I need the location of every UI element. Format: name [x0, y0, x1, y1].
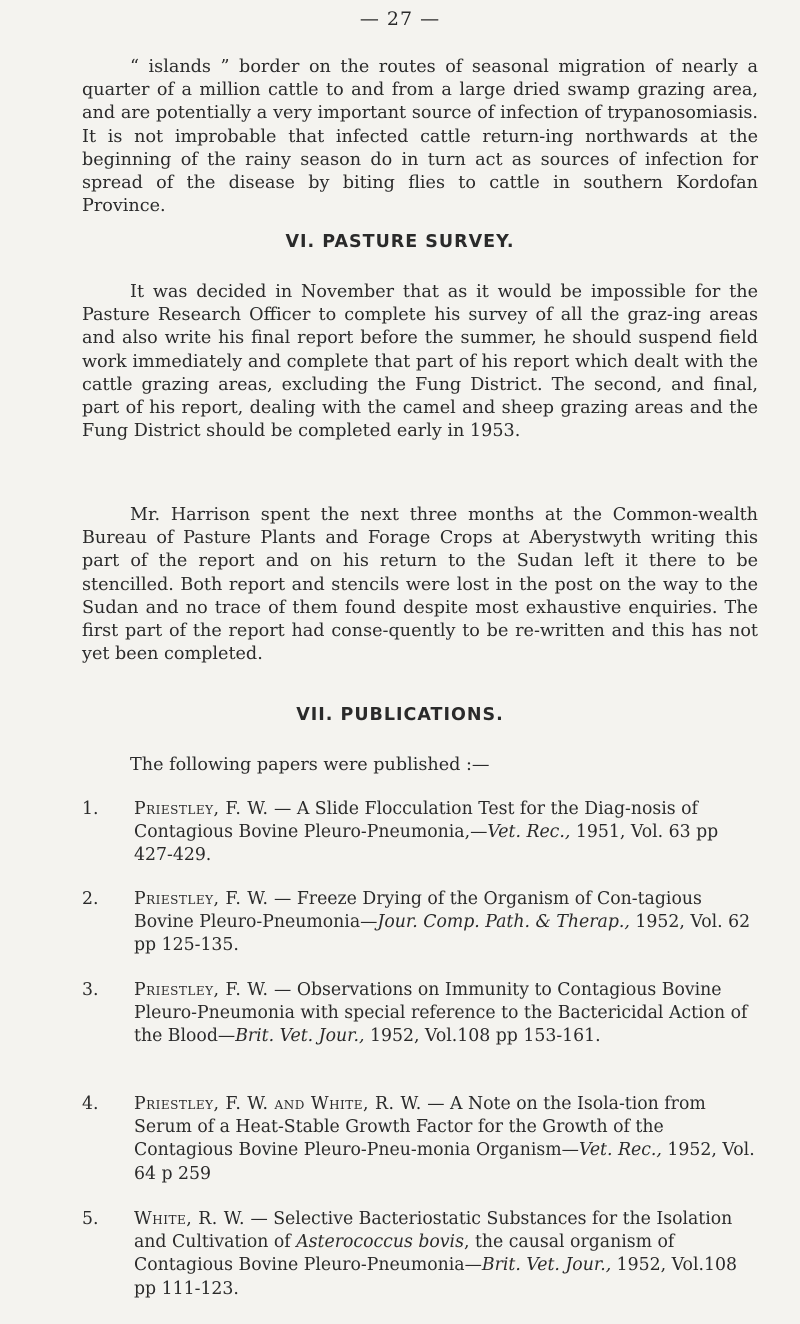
reference-journal: Brit. Vet. Jour., — [235, 1026, 365, 1047]
paragraph-harrison: Mr. Harrison spent the next three months at the Common-wealth Bureau of Pasture Plants and Forage Crops at Aberystwyth writing this part of the report and on his return to the Sudan left it there to be stencilled. Both report and stencils were lost in the post on the way to the Sudan and no trace of them found despite most exhaustive enquiries. The first part of the report had conse-quently to be re-written and this has not yet been completed. — [82, 505, 758, 665]
reference-author: Priestley, F. W. — [134, 980, 269, 1000]
reference-title-cont: , the causal organism of Contagious Bovine Pleuro-Pneumonia— — [134, 1232, 675, 1276]
publications-intro: The following papers were published :— — [130, 755, 490, 775]
reference-item — [82, 888, 758, 958]
reference-author: White, R. W. — [134, 1209, 245, 1229]
reference-item — [82, 798, 758, 868]
reference-item — [82, 1208, 758, 1301]
reference-author: Priestley, F. W. — [134, 889, 269, 909]
reference-title: — A Slide Flocculation Test for the Diag-nosis of Contagious Bovine Pleuro-Pneumonia,— — [134, 799, 698, 843]
reference-body — [134, 888, 758, 958]
reference-title: — Freeze Drying of the Organism of Con-tagious Bovine Pleuro-Pneumonia— — [134, 889, 702, 933]
reference-details: 1952, Vol.108 pp 111-123. — [134, 1255, 737, 1299]
reference-title: — Observations on Immunity to Contagious Bovine Pleuro-Pneumonia with special reference to the Bactericidal Action of the Blood— — [134, 980, 748, 1047]
reference-details: 1952, Vol. 64 p 259 — [134, 1140, 755, 1184]
reference-number: 1. — [82, 799, 99, 819]
reference-item — [82, 1093, 758, 1186]
reference-author: Priestley, F. W. — [134, 799, 269, 819]
reference-body — [134, 1093, 758, 1186]
reference-species: Asterococcus bovis — [296, 1232, 464, 1253]
section-heading-publications: VII. PUBLICATIONS. — [296, 705, 504, 725]
reference-title: — Selective Bacteriostatic Substances for the Isolation and Cultivation of — [134, 1209, 733, 1253]
section-heading-pasture-survey: VI. PASTURE SURVEY. — [285, 232, 515, 252]
reference-body — [134, 1208, 758, 1301]
reference-number: 2. — [82, 889, 99, 909]
reference-journal: Brit. Vet. Jour., — [481, 1255, 612, 1276]
reference-details: 1952, Vol. 62 pp 125-135. — [134, 912, 751, 956]
reference-item — [82, 979, 758, 1049]
reference-author: Priestley, F. W. and White, R. W. — [134, 1094, 422, 1114]
reference-journal: Jour. Comp. Path. & Therap., — [377, 912, 630, 933]
paragraph-islands: “ islands ” border on the routes of seasonal migration of nearly a quarter of a million cattle to and from a large dried swamp grazing area, and are potentially a very important source of infection of trypanosomiasis. It is not improbable that infected cattle return-ing northwards at the beginning of the rainy season do in turn act as sources of infection for spread of the disease by biting flies to cattle in southern Kordofan Province. — [82, 57, 758, 217]
page-number: — 27 — — [359, 8, 441, 30]
reference-journal: Vet. Rec., — [487, 822, 571, 843]
reference-number: 4. — [82, 1094, 99, 1114]
paragraph-pasture-decision: It was decided in November that as it would be impossible for the Pasture Research Officer to complete his survey of all the graz-ing areas and also write his final report before the summer, he should suspend field work immediately and complete that part of his report which dealt with the cattle grazing areas, excluding the Fung District. The second, and final, part of his report, dealing with the camel and sheep grazing areas and the Fung District should be completed early in 1953. — [82, 282, 758, 442]
reference-journal: Vet. Rec., — [578, 1140, 662, 1161]
reference-title: — A Note on the Isola-tion from Serum of a Heat-Stable Growth Factor for the Growth of the Contagious Bovine Pleuro-Pneu-monia Organism— — [134, 1094, 706, 1161]
reference-body — [134, 979, 758, 1049]
reference-details: 1952, Vol.108 pp 153-161. — [364, 1026, 601, 1047]
reference-body — [134, 798, 758, 868]
reference-number: 5. — [82, 1209, 99, 1229]
reference-number: 3. — [82, 980, 99, 1000]
reference-details: 1951, Vol. 63 pp 427-429. — [134, 822, 719, 866]
